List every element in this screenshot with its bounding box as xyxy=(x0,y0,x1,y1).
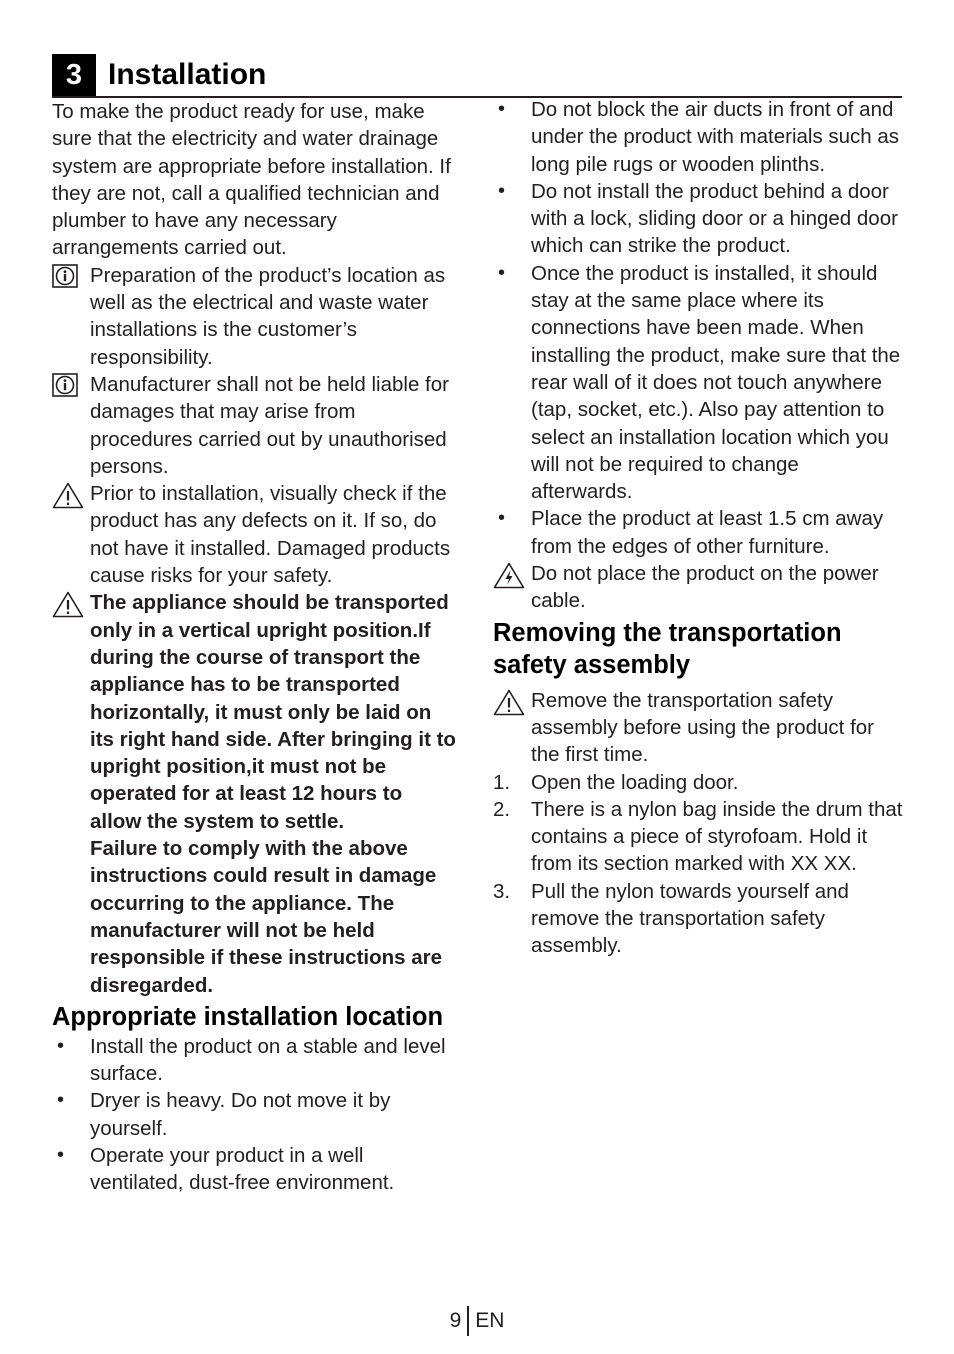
transport-safety-heading: Removing the transportation safety assembly xyxy=(493,618,842,679)
section-header xyxy=(52,52,902,98)
step-item xyxy=(493,796,905,878)
step-text: Open the loading door. xyxy=(531,770,739,794)
list-item: • Install the product on a stable and level surface. xyxy=(52,1033,456,1088)
page-footer xyxy=(0,1306,954,1336)
step-text: Pull the nylon towards yourself and remove the transportation safety assembly. xyxy=(531,879,849,958)
list-item: • Dryer is heavy. Do not move it by yourself. xyxy=(52,1087,456,1142)
step-item xyxy=(493,769,905,796)
warning-note xyxy=(52,480,456,589)
bullet-icon xyxy=(493,260,531,287)
step-number: 2. xyxy=(493,797,511,821)
info-note xyxy=(52,262,456,371)
warning-note xyxy=(493,687,905,769)
warning-triangle-icon xyxy=(493,689,525,716)
step-text: There is a nylon bag inside the drum that contains a piece of styrofoam. Hold it from its section marked with XX XX. xyxy=(531,797,903,876)
page-number: 9 xyxy=(450,1306,470,1336)
list-item: • Do not block the air ducts in front of and under the product with materials such as long pile rugs or wooden plinths. xyxy=(493,96,905,178)
installation-location-heading: Appropriate installation location xyxy=(52,1002,444,1031)
step-item xyxy=(493,878,905,960)
section-title: Installation xyxy=(108,58,267,91)
right-column xyxy=(493,96,905,960)
info-icon xyxy=(52,373,78,397)
info-note xyxy=(52,371,456,480)
electric-warning-text: Do not place the product on the power cable. xyxy=(531,562,879,613)
warning-text: Prior to installation, visually check if the product has any defects on it. If so, do not have it installed. Damaged products cause risks for your safety. xyxy=(90,482,451,588)
bullet-icon xyxy=(52,1142,90,1169)
warning-triangle-icon xyxy=(52,591,84,618)
step-number: 1. xyxy=(493,770,511,794)
list-item: • Do not install the product behind a door with a lock, sliding door or a hinged door which can strike the product. xyxy=(493,178,905,260)
warning-note xyxy=(52,589,456,998)
transport-warning-consequence: Failure to comply with the above instructions could result in damage occurring to the appliance. The manufacturer will not be held responsible if these instructions are disregarded. xyxy=(90,837,443,997)
list-item: • Place the product at least 1.5 cm away from the edges of other furniture. xyxy=(493,505,905,560)
info-text: Preparation of the product’s location as well as the electrical and waste water installations is the customer’s responsibility. xyxy=(90,263,446,369)
info-text: Manufacturer shall not be held liable for damages that may arise from procedures carried out by unauthorised persons. xyxy=(90,372,449,478)
bullet-icon xyxy=(493,96,531,123)
section-number: 3 xyxy=(52,54,96,96)
warning-text: Remove the transportation safety assembly before using the product for the first time. xyxy=(531,688,874,767)
bullet-icon xyxy=(493,505,531,532)
bullet-icon xyxy=(52,1087,90,1114)
bullet-icon xyxy=(493,178,531,205)
warning-triangle-icon xyxy=(52,482,84,509)
electric-warning-note xyxy=(493,560,905,615)
left-column xyxy=(52,98,456,1197)
intro-paragraph: To make the product ready for use, make sure that the electricity and water drainage system are appropriate before installation. If they are not, call a qualified technician and plumber to have any necessary arrangements carried out. xyxy=(52,100,451,260)
language-code: EN xyxy=(475,1309,505,1332)
list-item: • Operate your product in a well ventilated, dust-free environment. xyxy=(52,1142,456,1197)
transport-warning-text: The appliance should be transported only in a vertical upright position.If during the course of transport the appliance has to be transported horizontally, it must only be laid on its right hand side. After bringing it to upright position,it must not be operated for at least 12 hours to allow the system to settle. xyxy=(90,591,456,833)
step-number: 3. xyxy=(493,879,511,903)
bullet-icon xyxy=(52,1033,90,1060)
list-item: • Once the product is installed, it should stay at the same place where its connections have been made. When installing the product, make sure that the rear wall of it does not touch anywhere (tap, socket, etc.). Also pay attention to select an installation location which you will not be required to change afterwards. xyxy=(493,260,905,506)
electric-hazard-icon xyxy=(493,562,525,589)
info-icon xyxy=(52,264,78,288)
